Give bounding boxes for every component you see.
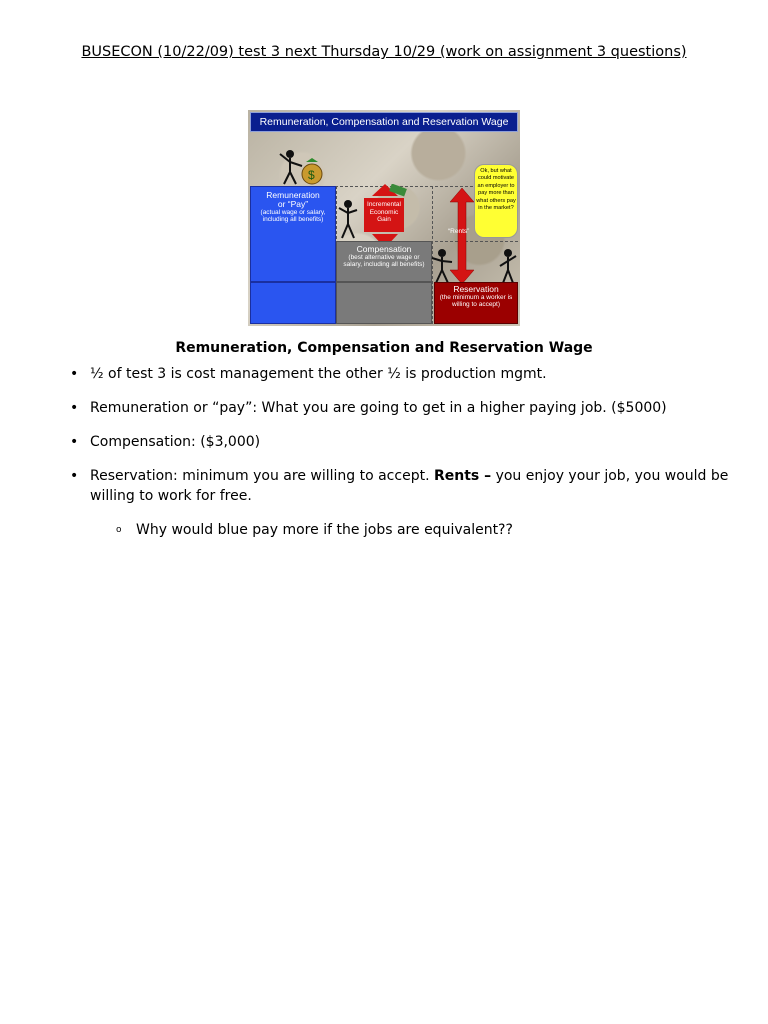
list-item-text-prefix: Reservation: minimum you are willing to accept.	[90, 468, 434, 484]
compensation-block-lower	[336, 282, 432, 324]
stick-figure-icon	[498, 248, 518, 286]
compensation-block	[336, 241, 432, 282]
figure-title: Remuneration, Compensation and Reservation Wage	[250, 112, 518, 132]
list-item	[70, 398, 730, 418]
bullet-icon: •	[70, 400, 79, 416]
svg-text:$: $	[308, 168, 315, 182]
remuneration-detail: (actual wage or salary, including all benefits)	[260, 209, 326, 224]
sub-list-item-text: Why would blue pay more if the jobs are equivalent??	[136, 522, 513, 538]
list-item	[70, 432, 730, 452]
list-item-text: ½ of test 3 is cost management the other ½ is production mgmt.	[90, 366, 547, 382]
wage-diagram-figure	[248, 110, 520, 326]
list-item-text-suffix: you enjoy your job, you would be willing to work for free.	[90, 468, 729, 504]
compensation-detail: (best alternative wage or salary, including all benefits)	[343, 254, 425, 269]
remuneration-heading: Remuneration	[266, 190, 320, 200]
incremental-gain-box: Incremental Economic Gain	[364, 198, 404, 232]
rents-label: “Rents”	[448, 228, 470, 235]
compensation-heading: Compensation	[356, 244, 412, 254]
stick-figure-icon	[336, 198, 360, 242]
bullet-icon: •	[70, 468, 79, 484]
speech-bubble: Ok, but what could motivate an employer to pay more than what others pay in the market?	[474, 164, 518, 238]
remuneration-block-lower	[250, 282, 336, 324]
figure-caption: Remuneration, Compensation and Reservation Wage	[175, 340, 593, 356]
list-item	[70, 466, 730, 540]
reservation-detail: (the minimum a worker is willing to accept)	[439, 294, 513, 309]
sub-list-item	[116, 520, 730, 540]
remuneration-pay-label: or “Pay”	[277, 199, 309, 209]
reservation-block	[434, 282, 518, 324]
rents-bold-term: Rents –	[433, 468, 492, 484]
sub-bullet-list	[90, 520, 730, 540]
list-item-text: Compensation: ($3,000)	[90, 434, 261, 450]
stick-figure-icon	[430, 248, 454, 286]
bullet-list	[70, 364, 730, 540]
bullet-icon: •	[70, 434, 79, 450]
reservation-heading: Reservation	[453, 284, 499, 294]
remuneration-block	[250, 186, 336, 282]
bullet-icon: •	[70, 366, 79, 382]
page-header: BUSECON (10/22/09) test 3 next Thursday 10/29 (work on assignment 3 questions)	[81, 44, 687, 60]
stick-figure-moneybag-icon	[276, 148, 326, 188]
list-item	[70, 364, 730, 384]
list-item-text: Remuneration or “pay”: What you are going to get in a higher paying job. ($5000)	[90, 400, 667, 416]
sub-bullet-icon: o	[116, 525, 122, 535]
